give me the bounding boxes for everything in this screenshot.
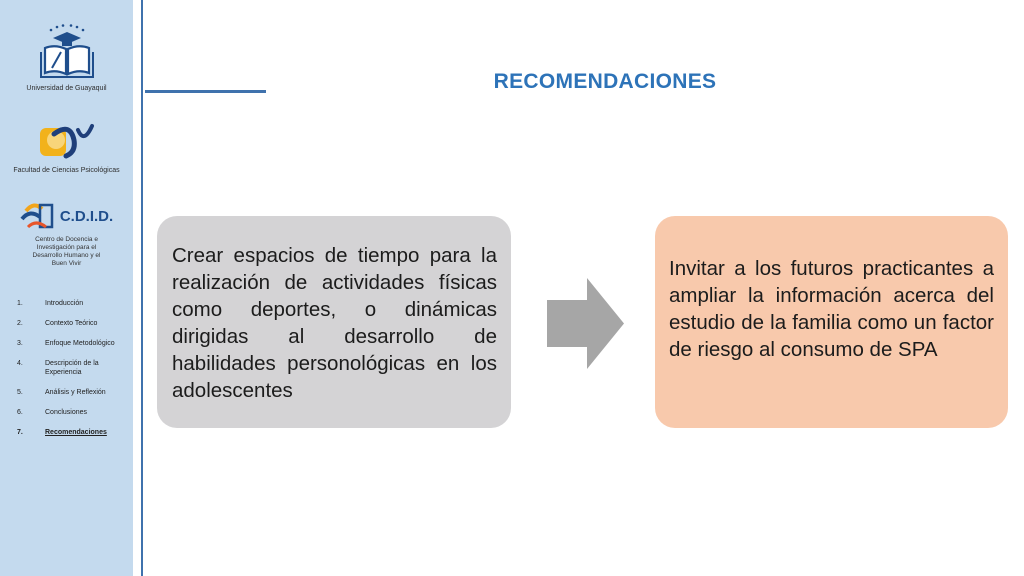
right-arrow-icon: [547, 278, 624, 369]
university-logo: [37, 22, 97, 80]
nav-item-introduccion[interactable]: [17, 299, 129, 308]
nav-number: 2.: [17, 320, 23, 327]
sidebar-divider: [141, 0, 143, 576]
nav-item-descripcion-experiencia[interactable]: [17, 359, 129, 377]
nav-number: 6.: [17, 409, 23, 416]
nav-item-conclusiones[interactable]: [17, 408, 129, 417]
cdid-caption: Centro de Docencia e Investigación para el Desarrollo Humano y el Buen Vivir: [32, 236, 101, 267]
cdid-logo-text: C.D.I.D.: [59, 207, 114, 225]
nav-label: Contexto Teórico: [45, 320, 98, 327]
title-rule: [145, 90, 266, 93]
nav-number: 5.: [17, 389, 23, 396]
cdid-logo-block: [0, 196, 133, 268]
nav-label: Descripción de la Experiencia: [45, 360, 99, 376]
section-nav: [17, 299, 129, 448]
recommendation-box-right: Invitar a los futuros practicantes a ampliar la información acerca del estudio de la familia como un factor de riesgo al consumo de SPA: [655, 216, 1008, 428]
faculty-logo-block: [0, 120, 133, 175]
cdid-logo: [0, 196, 133, 236]
nav-item-enfoque-metodologico[interactable]: [17, 339, 129, 348]
nav-number: 7.: [17, 429, 23, 436]
nav-label: Análisis y Reflexión: [45, 389, 106, 396]
nav-number: 1.: [17, 300, 23, 307]
sidebar: [0, 0, 133, 576]
nav-item-recomendaciones[interactable]: [17, 428, 129, 437]
slide-title: RECOMENDACIONES: [493, 70, 717, 93]
nav-item-analisis-reflexion[interactable]: [17, 388, 129, 397]
nav-number: 4.: [17, 360, 23, 367]
faculty-logo: [36, 120, 98, 160]
nav-label: Enfoque Metodológico: [45, 340, 115, 347]
recommendation-box-left: Crear espacios de tiempo para la realización de actividades físicas como deportes, o dinámicas dirigidas al desarrollo de habilidades personológicas en los adolescentes: [157, 216, 511, 428]
university-logo-block: [0, 22, 133, 93]
university-caption: Universidad de Guayaquil: [26, 85, 107, 92]
nav-label: Conclusiones: [45, 409, 88, 416]
nav-number: 3.: [17, 340, 23, 347]
nav-item-contexto-teorico[interactable]: [17, 319, 129, 328]
nav-label: Introducción: [45, 300, 84, 307]
cdid-emblem-icon: [20, 199, 58, 233]
faculty-caption: Facultad de Ciencias Psicológicas: [13, 167, 120, 174]
nav-label: Recomendaciones: [45, 429, 107, 436]
